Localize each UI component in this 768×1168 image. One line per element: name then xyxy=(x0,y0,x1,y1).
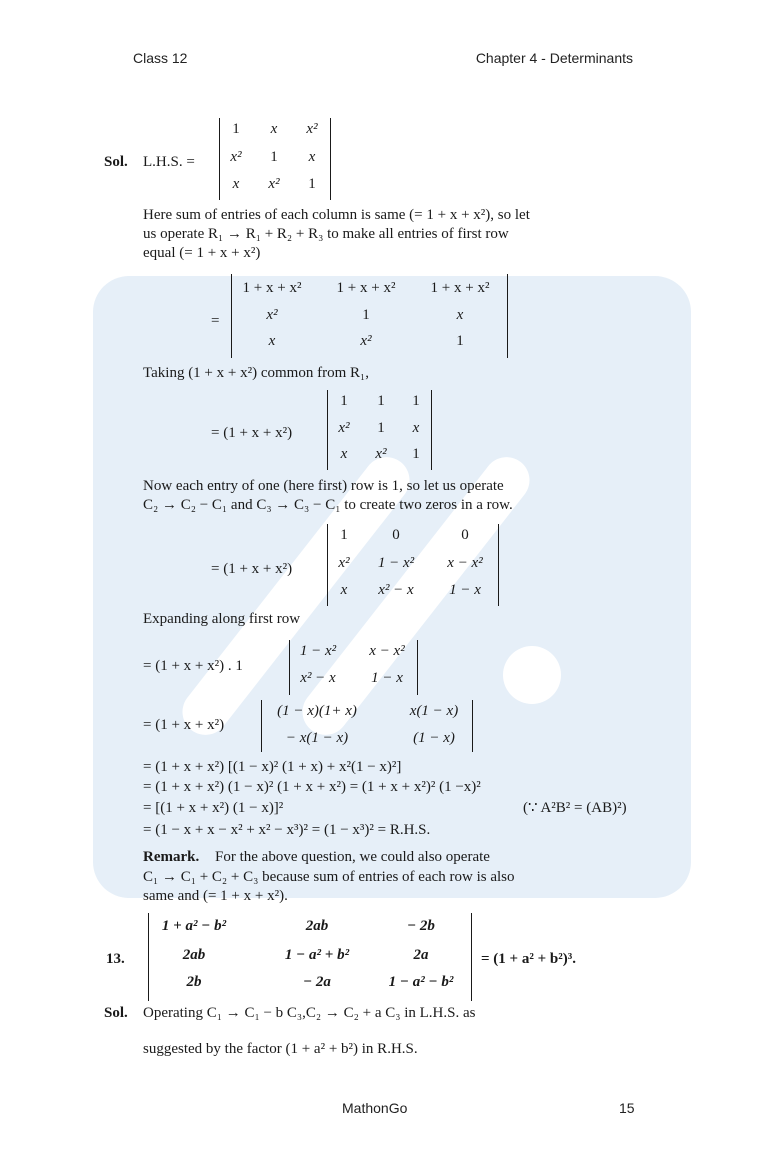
det1-cell: x² xyxy=(306,121,318,137)
determinant-q13 xyxy=(148,913,472,1001)
det1-cell: x xyxy=(308,149,316,165)
det3-cell: 1 xyxy=(377,393,385,409)
det1-cell: 1 xyxy=(270,149,278,165)
text-line: Now each entry of one (here first) row is 1, so let us operate xyxy=(143,478,504,494)
det3-cell: 1 xyxy=(412,393,420,409)
q13-cell: 2b xyxy=(186,974,202,990)
q13-cell: 1 − a² + b² xyxy=(284,947,350,963)
determinant-2 xyxy=(231,274,508,358)
determinant-5 xyxy=(289,640,418,695)
det2-cell: 1 + x + x² xyxy=(242,280,302,296)
det4-cell: 0 xyxy=(392,527,400,543)
text-line: Expanding along first row xyxy=(143,611,301,627)
sol-label: Sol. xyxy=(104,1005,128,1021)
det3-cell: x xyxy=(412,420,420,436)
factor-expression: = (1 + x + x²) . 1 xyxy=(143,658,243,674)
q13-cell: 1 − a² − b² xyxy=(388,974,454,990)
question-number: 13. xyxy=(106,951,125,967)
det4-cell: x² xyxy=(338,555,350,571)
text-line: C₁ → C₁ + C₂ + C₃ because sum of entries of each row is also xyxy=(143,869,515,885)
det1-cell: 1 xyxy=(308,176,316,192)
det4-cell: 1 xyxy=(340,527,348,543)
det1-cell: x xyxy=(232,176,240,192)
det2-cell: x² xyxy=(360,333,372,349)
det6-cell: x(1 − x) xyxy=(409,703,459,719)
determinant-3 xyxy=(327,390,432,470)
determinant-1 xyxy=(219,118,331,200)
det2-cell: 1 + x + x² xyxy=(336,280,396,296)
text-line: Taking (1 + x + x²) common from R₁, xyxy=(143,365,369,381)
lhs-label: L.H.S. = xyxy=(143,154,195,170)
header-chapter: Chapter 4 - Determinants xyxy=(475,50,633,66)
det2-cell: x xyxy=(268,333,276,349)
det6-cell: − x(1 − x) xyxy=(285,730,349,746)
q13-cell: 2ab xyxy=(182,947,206,963)
equals-sign: = xyxy=(211,313,220,329)
text-line: same and (= 1 + x + x²). xyxy=(143,888,288,904)
det3-cell: 1 xyxy=(377,420,385,436)
q13-cell: − 2a xyxy=(303,974,331,990)
equation-line: = [(1 + x + x²) (1 − x)]² xyxy=(143,800,284,816)
factor-expression: = (1 + x + x²) xyxy=(143,717,225,733)
det4-cell: 1 − x² xyxy=(377,555,415,571)
det1-cell: x² xyxy=(268,176,280,192)
det6-cell: (1 − x) xyxy=(413,730,455,746)
equation-note: (∵ A²B² = (AB)²) xyxy=(523,800,627,816)
text-line: us operate R₁ → R₁ + R₂ + R₃ to make all entries of first row xyxy=(143,226,509,242)
remark-label: Remark. xyxy=(143,849,200,865)
det3-cell: 1 xyxy=(412,446,420,462)
det5-cell: 1 − x² xyxy=(299,643,337,659)
det4-cell: 0 xyxy=(461,527,469,543)
det4-cell: x² − x xyxy=(378,582,414,598)
det2-cell: 1 xyxy=(456,333,464,349)
factor-expression: = (1 + x + x²) xyxy=(211,561,293,577)
det2-cell: 1 + x + x² xyxy=(430,280,490,296)
factor-expression: = (1 + x + x²) xyxy=(211,425,293,441)
q13-cell: − 2b xyxy=(407,918,435,934)
sol-label: Sol. xyxy=(104,154,128,170)
equation-line: = (1 + x + x²) (1 − x)² (1 + x + x²) = (1 + x + x²)² (1 −x)² xyxy=(143,779,481,795)
text-line: Here sum of entries of each column is same (= 1 + x + x²), so let xyxy=(143,207,530,223)
text-line: C₂ → C₂ − C₁ and C₃ → C₃ − C₁ to create two zeros in a row. xyxy=(143,497,513,513)
text-line: Operating C₁ → C₁ − b C₃,C₂ → C₂ + a C₃ in L.H.S. as xyxy=(143,1005,476,1021)
q13-cell: 2ab xyxy=(305,918,329,934)
text-line: For the above question, we could also operate xyxy=(215,849,490,865)
det5-cell: x² − x xyxy=(300,670,336,686)
det6-cell: (1 − x)(1+ x) xyxy=(277,703,357,719)
footer-brand: MathonGo xyxy=(342,1100,408,1116)
det3-cell: x² xyxy=(338,420,350,436)
det3-cell: 1 xyxy=(340,393,348,409)
determinant-6 xyxy=(261,700,473,752)
det1-cell: x xyxy=(270,121,278,137)
det2-cell: x xyxy=(456,307,464,323)
det5-cell: x − x² xyxy=(369,643,405,659)
det4-cell: x xyxy=(340,582,348,598)
det4-cell: 1 − x xyxy=(449,582,481,598)
q13-cell: 1 + a² − b² xyxy=(161,918,227,934)
q13-rhs: = (1 + a² + b²)³. xyxy=(481,951,576,967)
text-line: equal (= 1 + x + x²) xyxy=(143,245,261,261)
determinant-4 xyxy=(327,524,499,606)
det3-cell: x xyxy=(340,446,348,462)
equation-line: = (1 − x + x − x² + x² − x³)² = (1 − x³)² = R.H.S. xyxy=(143,822,431,838)
det2-cell: x² xyxy=(266,307,278,323)
page-number: 15 xyxy=(619,1100,635,1116)
det5-cell: 1 − x xyxy=(371,670,403,686)
det4-cell: x − x² xyxy=(447,555,483,571)
det1-cell: 1 xyxy=(232,121,240,137)
q13-cell: 2a xyxy=(413,947,429,963)
equation-line: = (1 + x + x²) [(1 − x)² (1 + x) + x²(1 − x)²] xyxy=(143,759,402,775)
text-line: suggested by the factor (1 + a² + b²) in R.H.S. xyxy=(143,1041,418,1057)
det1-cell: x² xyxy=(230,149,242,165)
det2-cell: 1 xyxy=(362,307,370,323)
header-class: Class 12 xyxy=(133,50,188,66)
det3-cell: x² xyxy=(375,446,387,462)
